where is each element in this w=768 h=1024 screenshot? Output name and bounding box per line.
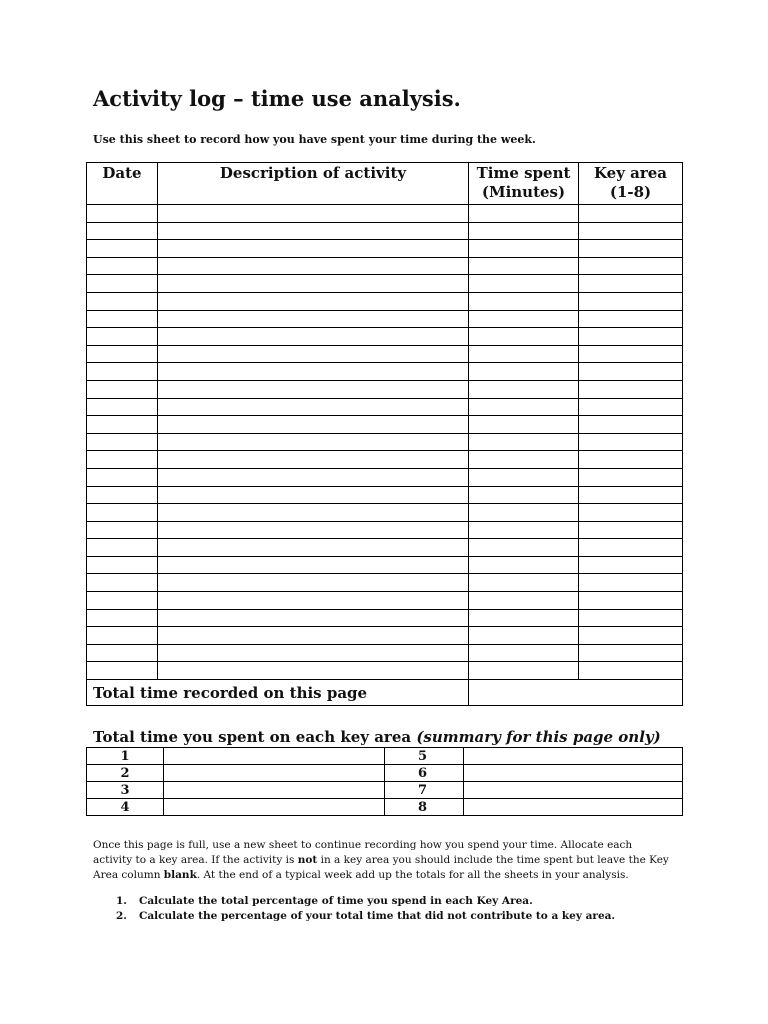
log-row [87,468,683,486]
log-row [87,539,683,557]
description-cell[interactable] [158,310,469,328]
page-subtitle: Use this sheet to record how you have spent your time during the week. [93,133,536,146]
time-spent-cell[interactable] [469,504,579,522]
time-spent-cell[interactable] [469,345,579,363]
step-text: Calculate the percentage of your total time that did not contribute to a key area. [139,910,616,922]
key-area-cell[interactable] [579,644,683,662]
key-area-cell[interactable] [579,205,683,223]
total-row [87,680,683,706]
key-area-total-cell[interactable] [164,782,385,799]
key-area-cell[interactable] [579,240,683,258]
description-cell[interactable] [158,486,469,504]
summary-row [87,765,683,782]
log-row [87,644,683,662]
description-cell[interactable] [158,257,469,275]
key-area-total-cell[interactable] [164,748,385,765]
log-row [87,292,683,310]
summary-row [87,782,683,799]
log-row [87,662,683,680]
time-spent-cell[interactable] [469,662,579,680]
time-spent-cell[interactable] [469,205,579,223]
log-body [87,205,683,680]
log-row [87,275,683,293]
key-area-total-cell[interactable] [464,765,683,782]
key-area-cell[interactable] [579,556,683,574]
page-title: Activity log – time use analysis. [93,86,461,111]
date-cell[interactable] [87,222,158,240]
description-cell[interactable] [158,205,469,223]
key-area-cell[interactable] [579,416,683,434]
date-cell[interactable] [87,486,158,504]
key-area-total-cell[interactable] [164,799,385,816]
date-cell[interactable] [87,240,158,258]
description-cell[interactable] [158,609,469,627]
instruction-step [116,894,615,909]
key-area-cell[interactable] [579,521,683,539]
log-row [87,592,683,610]
key-area-cell[interactable] [579,451,683,469]
time-spent-cell[interactable] [469,486,579,504]
date-cell[interactable] [87,539,158,557]
description-cell[interactable] [158,292,469,310]
description-cell[interactable] [158,592,469,610]
description-cell[interactable] [158,328,469,346]
description-cell[interactable] [158,345,469,363]
description-cell[interactable] [158,380,469,398]
date-cell[interactable] [87,574,158,592]
log-row [87,451,683,469]
key-area-column-header: Key area (1-8) [579,163,683,205]
key-area-total-cell[interactable] [464,748,683,765]
time-spent-column-header: Time spent (Minutes) [469,163,579,205]
key-area-cell[interactable] [579,574,683,592]
description-cell[interactable] [158,222,469,240]
date-cell[interactable] [87,504,158,522]
date-cell[interactable] [87,380,158,398]
key-area-number: 5 [385,748,464,765]
description-cell[interactable] [158,627,469,645]
log-header-row [87,163,683,205]
time-spent-cell[interactable] [469,592,579,610]
time-spent-cell[interactable] [469,451,579,469]
log-row [87,556,683,574]
date-cell[interactable] [87,328,158,346]
key-area-number: 1 [87,748,164,765]
step-text: Calculate the total percentage of time you spend in each Key Area. [139,895,533,907]
time-spent-cell[interactable] [469,609,579,627]
time-spent-cell[interactable] [469,574,579,592]
date-cell[interactable] [87,398,158,416]
time-spent-cell[interactable] [469,644,579,662]
description-cell[interactable] [158,539,469,557]
description-cell[interactable] [158,363,469,381]
key-area-cell[interactable] [579,504,683,522]
time-spent-cell[interactable] [469,222,579,240]
summary-row [87,799,683,816]
description-cell[interactable] [158,521,469,539]
date-cell[interactable] [87,644,158,662]
description-cell[interactable] [158,240,469,258]
key-area-cell[interactable] [579,363,683,381]
key-area-total-cell[interactable] [464,782,683,799]
description-cell[interactable] [158,433,469,451]
time-spent-cell[interactable] [469,556,579,574]
date-cell[interactable] [87,363,158,381]
date-cell[interactable] [87,205,158,223]
key-area-cell[interactable] [579,662,683,680]
summary-heading: Total time you spent on each key area (summary for this page only) [93,728,661,746]
log-row [87,380,683,398]
key-area-number: 4 [87,799,164,816]
time-spent-cell[interactable] [469,275,579,293]
date-cell[interactable] [87,556,158,574]
key-area-cell[interactable] [579,380,683,398]
key-area-cell[interactable] [579,222,683,240]
date-cell[interactable] [87,310,158,328]
time-spent-cell[interactable] [469,310,579,328]
key-area-cell[interactable] [579,310,683,328]
time-spent-cell[interactable] [469,416,579,434]
time-spent-cell[interactable] [469,398,579,416]
date-cell[interactable] [87,451,158,469]
date-cell[interactable] [87,521,158,539]
time-spent-cell[interactable] [469,521,579,539]
time-spent-cell[interactable] [469,240,579,258]
description-cell[interactable] [158,416,469,434]
key-area-cell[interactable] [579,627,683,645]
log-row [87,486,683,504]
description-cell[interactable] [158,662,469,680]
time-spent-cell[interactable] [469,363,579,381]
key-area-cell[interactable] [579,468,683,486]
log-row [87,257,683,275]
log-row [87,433,683,451]
date-cell[interactable] [87,345,158,363]
log-row [87,416,683,434]
date-cell[interactable] [87,609,158,627]
log-row [87,627,683,645]
date-cell[interactable] [87,257,158,275]
total-label: Total time recorded on this page [87,680,469,706]
log-row [87,345,683,363]
step-number: 2. [116,910,127,922]
log-row [87,504,683,522]
time-spent-cell[interactable] [469,328,579,346]
time-spent-cell[interactable] [469,380,579,398]
key-area-cell[interactable] [579,292,683,310]
description-cell[interactable] [158,275,469,293]
key-area-cell[interactable] [579,398,683,416]
key-area-number: 3 [87,782,164,799]
description-cell[interactable] [158,644,469,662]
log-row [87,574,683,592]
log-row [87,609,683,627]
date-cell[interactable] [87,468,158,486]
date-cell[interactable] [87,592,158,610]
key-area-summary-table [86,747,683,816]
key-area-number: 7 [385,782,464,799]
date-cell[interactable] [87,275,158,293]
instruction-steps [116,894,615,924]
description-cell[interactable] [158,556,469,574]
key-area-cell[interactable] [579,328,683,346]
key-area-total-cell[interactable] [464,799,683,816]
key-area-cell[interactable] [579,486,683,504]
key-area-cell[interactable] [579,609,683,627]
time-spent-cell[interactable] [469,539,579,557]
description-cell[interactable] [158,574,469,592]
instructions-paragraph: Once this page is full, use a new sheet to continue recording how you spend your time. Allocate each activity to a key area. If the activity is not in a key area you should include the time spent but leave the Key Area column blank. At the end of a typical week add up the totals for all the sheets in your analysis. [93,839,669,881]
time-spent-cell[interactable] [469,292,579,310]
log-row [87,398,683,416]
description-cell[interactable] [158,468,469,486]
key-area-number: 8 [385,799,464,816]
time-spent-cell[interactable] [469,468,579,486]
key-area-cell[interactable] [579,592,683,610]
description-cell[interactable] [158,451,469,469]
total-value-cell[interactable] [469,680,683,706]
time-spent-cell[interactable] [469,627,579,645]
date-cell[interactable] [87,292,158,310]
key-area-cell[interactable] [579,257,683,275]
date-cell[interactable] [87,416,158,434]
date-column-header: Date [87,163,158,205]
log-row [87,328,683,346]
log-row [87,363,683,381]
time-spent-cell[interactable] [469,257,579,275]
instruction-step [116,909,615,924]
key-area-cell[interactable] [579,275,683,293]
log-row [87,521,683,539]
summary-row [87,748,683,765]
date-cell[interactable] [87,433,158,451]
activity-log-table [86,162,683,706]
key-area-cell[interactable] [579,539,683,557]
key-area-number: 2 [87,765,164,782]
step-number: 1. [116,895,127,907]
key-area-cell[interactable] [579,433,683,451]
time-spent-cell[interactable] [469,433,579,451]
description-column-header: Description of activity [158,163,469,205]
description-cell[interactable] [158,398,469,416]
description-cell[interactable] [158,504,469,522]
date-cell[interactable] [87,627,158,645]
summary-body [87,748,683,816]
date-cell[interactable] [87,662,158,680]
log-row [87,222,683,240]
log-row [87,240,683,258]
log-row [87,205,683,223]
key-area-number: 6 [385,765,464,782]
log-row [87,310,683,328]
key-area-cell[interactable] [579,345,683,363]
key-area-total-cell[interactable] [164,765,385,782]
